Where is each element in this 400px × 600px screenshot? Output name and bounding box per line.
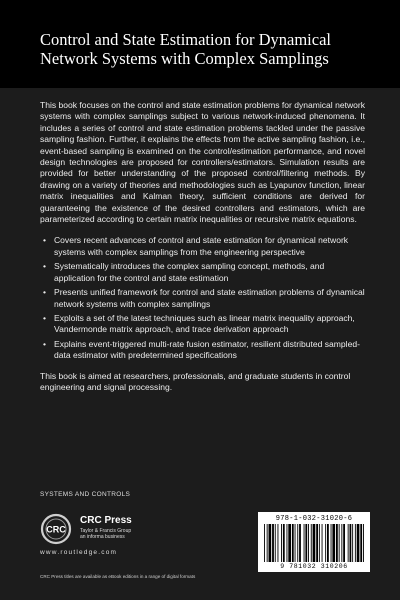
business-line: an informa business xyxy=(80,534,125,540)
feature-item xyxy=(40,287,365,310)
bullet-icon: • xyxy=(43,312,46,323)
isbn-label: 978-1-032-31020-6 xyxy=(275,515,353,523)
barcode-digits: 9 781032 310206 xyxy=(280,563,348,570)
feature-text: Explains event-triggered multi-rate fusion estimator, resilient distributed sampled-data estimator with predetermined specifications xyxy=(54,338,360,361)
group-line: Taylor & Francis Group xyxy=(80,528,132,534)
feature-list xyxy=(40,235,365,361)
logo-text: CRC xyxy=(46,524,66,535)
feature-item xyxy=(40,313,365,336)
bullet-icon: • xyxy=(43,235,46,246)
barcode-bars xyxy=(264,524,364,562)
publisher-logo xyxy=(40,513,180,553)
feature-item xyxy=(40,235,365,258)
book-title: Control and State Estimation for Dynamical Network Systems with Complex Samplings xyxy=(40,30,331,68)
series-name: SYSTEMS AND CONTROLS xyxy=(40,491,131,498)
feature-text: Presents unified framework for control and state estimation problems of dynamical network systems with complex samplings xyxy=(54,287,365,309)
feature-text: Exploits a set of the latest techniques such as linear matrix inequality approach, Vandermonde matrix approach, and trace derivation approach xyxy=(54,312,355,335)
feature-item xyxy=(40,261,365,284)
bullet-icon: • xyxy=(43,287,46,298)
crc-logo-icon xyxy=(40,513,72,545)
publisher-website: www.routledge.com xyxy=(40,549,118,556)
bullet-icon: • xyxy=(43,261,46,272)
feature-item xyxy=(40,339,365,362)
bullet-icon: • xyxy=(43,338,46,349)
closing-paragraph: This book is aimed at researchers, professionals, and graduate students in control engineering and signal processing. xyxy=(40,370,351,392)
feature-text: Systematically introduces the complex sampling concept, methods, and application for the control and state estimation xyxy=(54,261,325,283)
ebook-note: CRC Press titles are available as eBook editions in a range of digital formats xyxy=(40,574,196,579)
feature-text: Covers recent advances of control and state estimation for dynamical network systems with complex samplings from the engineering perspective xyxy=(54,235,349,257)
description xyxy=(40,100,365,393)
intro-paragraph: This book focuses on the control and state estimation problems for dynamical network systems with complex samplings subject to various network-induced phenomena. It includes a series of control and state estimation problems tackled under the passive sampling fashion. Further, it explains the effects from the active sampling fashion, i.e., event-based sampling is examined on the control/estimation performance, and novel design technologies are proposed for controllers/estimators. Simulation results are provided for better understanding of the proposed control/filtering methods. By drawing on a variety of theories and methodologies such as Lyapunov function, linear matrix inequalities and Kalman theory, sufficient conditions are derived for guaranteeing the existence of the desired controllers and estimators, which are parameterized according to certain matrix inequalities or recursive matrix equations. xyxy=(40,100,365,225)
publisher-name: CRC Press xyxy=(80,515,132,526)
barcode xyxy=(258,512,370,572)
publisher-group xyxy=(80,528,131,540)
